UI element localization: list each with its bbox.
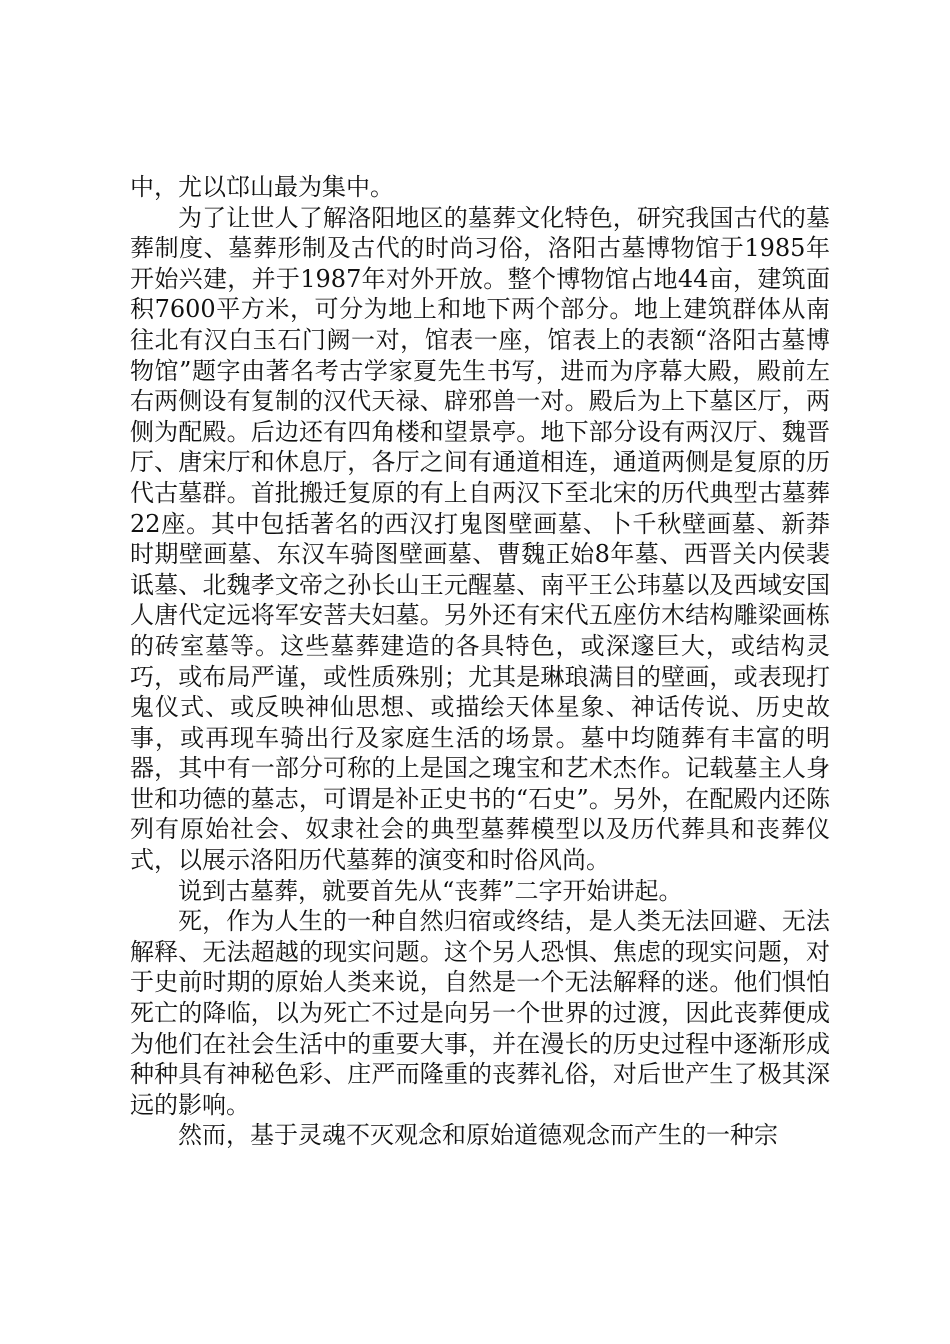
paragraph-soul: 然而，基于灵魂不灭观念和原始道德观念而产生的一种宗 [178, 1121, 778, 1150]
paragraph-death: 死，作为人生的一种自然归宿或终结，是人类无法回避、无法解释、无法超越的现实问题。这个另人恐惧、焦虑的现实问题，对于史前时期的原始人类来说，自然是一个无法解释的迷。他们惧怕死亡的降临，以为死亡不过是向另一个世界的过渡，因此丧葬便成为他们在社会生活中的重要大事，并在漫长的历史过程中逐渐形成种种具有神秘色彩、庄严而隆重的丧葬礼俗，对后世产生了极其深远的影响。 [130, 907, 830, 1119]
paragraph-museum: 为了让世人了解洛阳地区的墓葬文化特色，研究我国古代的墓葬制度、墓葬形制及古代的时尚习俗，洛阳古墓博物馆于1985年开始兴建，并于1987年对外开放。整个博物馆占地44亩，建筑面积7600平方米，可分为地上和地下两个部分。地上建筑群体从南往北有汉白玉石门阙一对，馆表一座，馆表上的表额“洛阳古墓博物馆”题字由著名考古学家夏先生书写，进而为序幕大殿，殿前左右两侧设有复制的汉代天禄、辟邪兽一对。殿后为上下墓区厅，两侧为配殿。后边还有四角楼和望景亭。地下部分设有两汉厅、魏晋厅、唐宋厅和休息厅，各厅之间有通道相连，通道两侧是复原的历代古墓群。首批搬迁复原的有上自两汉下至北宋的历代典型古墓葬22座。其中包括著名的西汉打鬼图壁画墓、卜千秋壁画墓、新莽时期壁画墓、东汉车骑图壁画墓、曹魏正始8年墓、西晋关内侯裴诋墓、北魏孝文帝之孙长山王元醒墓、南平王公玮墓以及西域安国人唐代定远将军安菩夫妇墓。另外还有宋代五座仿木结构雕梁画栋的砖室墓等。这些墓葬建造的各具特色，或深邃巨大，或结构灵巧，或布局严谨，或性质殊别；尤其是琳琅满目的壁画，或表现打鬼仪式、或反映神仙思想、或描绘天体星象、神话传说、历史故事，或再现车骑出行及家庭生活的场景。墓中均随葬有丰富的明器，其中有一部分可称的上是国之瑰宝和艺术杰作。记载墓主人身世和功德的墓志，可谓是补正史书的“石史”。另外，在配殿内还陈列有原始社会、奴隶社会的典型墓葬模型以及历代葬具和丧葬仪式，以展示洛阳历代墓葬的演变和时俗风尚。 [130, 203, 830, 875]
paragraph-funeral-intro: 说到古墓葬，就要首先从“丧葬”二字开始讲起。 [178, 876, 683, 905]
paragraph-continuation: 中，尤以邙山最为集中。 [130, 173, 394, 201]
document-body [130, 172, 830, 1151]
